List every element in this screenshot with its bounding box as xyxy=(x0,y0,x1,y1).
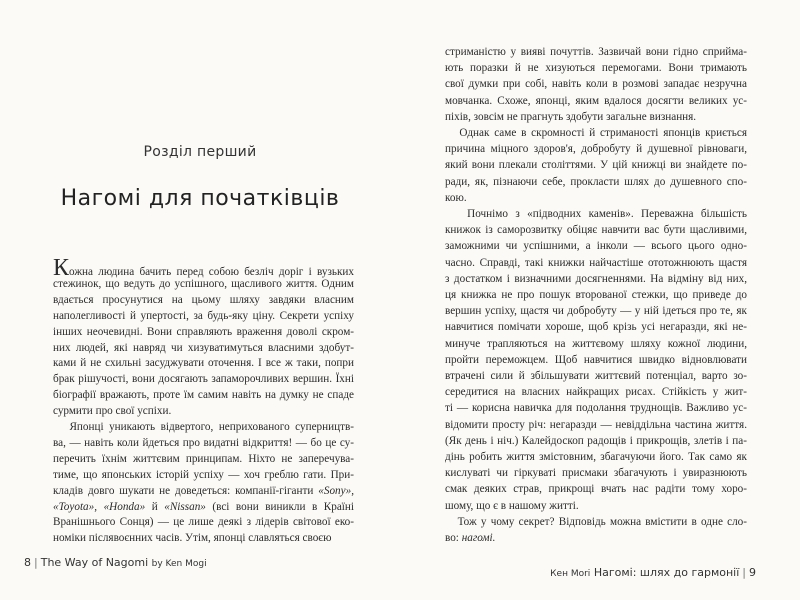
text-line xyxy=(53,403,354,419)
text-segment: часно. Справді, такі книжки найчастіше ототожнюють щастя xyxy=(445,256,747,269)
text-line xyxy=(445,60,747,76)
text-segment: наполегливості й упертості, за будь-яку ціну. Секрети успіху xyxy=(53,309,354,322)
text-line xyxy=(53,255,354,281)
text-line xyxy=(445,433,747,449)
text-segment: ють поразки й не хизуються перемогами. Вони тримають xyxy=(445,62,747,75)
text-segment: навчитися помічати хороше, щоб крізь усі негаразди, які не- xyxy=(445,321,747,334)
text-segment: них людей, які навряд чи хизуватимуться власними здобут- xyxy=(53,341,354,354)
text-segment: (всі вони виникли в Країні xyxy=(205,500,354,513)
text-line xyxy=(445,76,747,92)
text-line xyxy=(53,435,354,451)
text-segment: дінь робить життя змістовним, збагачуючи його. Так само як xyxy=(445,451,747,463)
text-line xyxy=(445,238,747,254)
text-line xyxy=(445,109,747,125)
text-line xyxy=(445,271,747,287)
text-line xyxy=(53,530,354,546)
text-segment: піхів, зовсім не прагнуть здобути загальне визнання. xyxy=(445,110,697,123)
text-line xyxy=(445,287,747,303)
text-segment: ва, — навіть коли йдеться про видатні відкриття! — бо це су- xyxy=(53,436,354,449)
text-line xyxy=(445,206,747,222)
text-line xyxy=(445,417,747,433)
text-segment: пройти переможцем. Щоб навчитися швидко відновлювати xyxy=(445,353,747,366)
text-segment: кою. xyxy=(445,191,467,204)
text-segment: ожна людина бачить перед собою безліч доріг і вузьких xyxy=(69,266,354,278)
text-line xyxy=(445,530,747,546)
text-segment: причина міцного здоров'я, добробуту й душевної рівноваги, xyxy=(445,143,747,156)
text-segment: номіки післявоєнних часів. Утім, японці славляться своєю xyxy=(53,532,332,545)
text-line xyxy=(445,125,747,141)
text-segment: , xyxy=(94,500,104,513)
text-segment: заможними чи успішними, а інколи — всього цього одно- xyxy=(445,240,747,253)
text-line xyxy=(445,368,747,384)
italic-text: «Toyota» xyxy=(53,500,95,513)
text-segment: свої думки при собі, навіть коли в розмові западає незручна xyxy=(445,78,747,91)
text-segment: шому, що є в нашому житті. xyxy=(445,499,579,512)
chapter-title: Нагомі для початківців xyxy=(60,186,340,211)
text-line xyxy=(445,319,747,335)
text-line xyxy=(53,419,354,435)
text-line xyxy=(445,481,747,497)
text-line xyxy=(53,387,354,403)
text-segment: , xyxy=(351,484,354,497)
text-line xyxy=(445,157,747,173)
text-line xyxy=(53,355,354,371)
text-line xyxy=(445,141,747,157)
text-line xyxy=(445,255,747,271)
text-line xyxy=(53,292,354,308)
text-segment: брак рішучості, вони досягають запаморочливих вершин. Їхні xyxy=(53,373,354,386)
text-segment: смак деяких страв, прикрощі вчать нас радіти тому хоро- xyxy=(445,483,747,496)
text-segment: тиме, що японських історій успіху — хоч греблю гати. При- xyxy=(53,468,354,481)
left-footer xyxy=(24,556,207,569)
text-segment: кладів довго шукати не доведеться: компанії-гіганти xyxy=(53,484,319,497)
text-segment: кислуваті чи гіркуваті присмаки збагачують і увиразнюють xyxy=(445,467,747,480)
text-segment: стежинок, що ведуть до успішного, щасливого життя. Одним xyxy=(53,277,354,290)
text-segment: й xyxy=(145,500,165,513)
page-number: 9 xyxy=(749,566,756,579)
text-line xyxy=(53,467,354,483)
text-segment: стриманістю у вияві почуттів. Зазвичай вони гідно сприйма- xyxy=(445,46,747,58)
text-line xyxy=(445,336,747,352)
text-segment: Почнімо з «підводних каменів». Переважна більшість xyxy=(445,208,747,220)
text-segment: Японці уникають відвертого, неприхованого суперництв- xyxy=(53,421,354,433)
footer-separator: | xyxy=(742,566,746,579)
text-line xyxy=(53,324,354,340)
italic-text: «Sony» xyxy=(318,484,352,497)
text-segment: ця книжка не про пошук второваної стежки, що приведе до xyxy=(445,289,747,301)
text-segment: минуче трапляються на життєвому шляху кожної людини, xyxy=(445,337,747,350)
text-segment: середитися на власних найкращих рисах. Стійкість у жит- xyxy=(445,386,747,399)
text-line xyxy=(53,514,354,530)
footer-separator: | xyxy=(34,556,38,569)
italic-text: «Nissan» xyxy=(164,500,206,513)
chapter-label: Розділ перший xyxy=(143,144,257,160)
text-segment: вершин успіху, щастя чи добробуту — у ній ідеться про те, як xyxy=(445,305,747,318)
text-line xyxy=(53,483,354,499)
text-segment: сурмити про свої успіхи. xyxy=(53,405,172,418)
italic-text: «Honda» xyxy=(103,500,146,513)
running-author: by Ken Mogi xyxy=(151,559,207,569)
text-line xyxy=(53,340,354,356)
text-line xyxy=(445,498,747,514)
text-line xyxy=(53,371,354,387)
text-line xyxy=(445,93,747,109)
right-footer xyxy=(550,566,756,579)
text-segment: відомити просту річ: негаразди — невіддільна частина життя. xyxy=(445,418,747,431)
page-number: 8 xyxy=(24,556,31,569)
text-segment: Однак саме в скромності й стриманості японців криється xyxy=(445,127,747,139)
text-segment: Тож у чому секрет? Відповідь можна вмістити в одне сло- xyxy=(445,515,747,528)
text-line xyxy=(445,352,747,368)
text-line xyxy=(445,222,747,238)
text-segment: вдається просунутися на цьому шляху завдяки власним xyxy=(53,293,354,306)
drop-cap: К xyxy=(53,255,70,281)
running-title: The Way of Nagomi xyxy=(40,556,149,569)
text-segment: втрачені сили й збільшувати життєвий потенціал, варто зо- xyxy=(445,370,747,382)
running-author: Кен Mori xyxy=(550,569,591,579)
text-segment: (Як день і ніч.) Калейдоскоп радощів і прикрощів, злетів і па- xyxy=(445,434,747,447)
italic-text: нагомі. xyxy=(461,532,496,544)
text-line xyxy=(53,276,354,292)
text-line xyxy=(445,303,747,319)
text-segment: ті — корисна навичка для подолання труднощів. Важливо ус- xyxy=(445,402,747,415)
text-segment: інших неочевидні. Вони справляють враження доволі скром- xyxy=(53,325,354,338)
text-line xyxy=(445,174,747,190)
text-line xyxy=(445,44,747,60)
text-segment: біографії вражають, проте їм самим навіть на думку не спаде xyxy=(53,389,354,402)
text-line xyxy=(445,514,747,530)
text-line xyxy=(53,451,354,467)
text-segment: во: xyxy=(445,532,462,544)
text-line xyxy=(445,190,747,206)
text-line xyxy=(53,499,354,515)
text-segment: з достатком і визначними досягненнями. На відміну від них, xyxy=(445,272,747,285)
text-segment: мовчанка. Схоже, японці, яким вдалося досягти великих ус- xyxy=(445,94,747,107)
text-line xyxy=(53,308,354,324)
text-line xyxy=(445,465,747,481)
right-page xyxy=(400,0,800,600)
text-segment: ради, як, пізнаючи себе, прокласти шлях до душевного спо- xyxy=(445,175,747,188)
text-segment: перечить їхнім життєвим принципам. Ніхто не заперечува- xyxy=(53,452,354,465)
text-segment: ками й не схильні засуджувати оточення. І все ж таки, попри xyxy=(53,357,354,370)
running-title: Нагомі: шлях до гармонії xyxy=(593,566,740,579)
text-line xyxy=(445,400,747,416)
text-segment: книжок із саморозвитку обіцяє навчити вас бути щасливими, xyxy=(445,224,747,237)
text-segment: який вони плекали століттями. У цій книжці ви знайдете по- xyxy=(445,159,747,172)
text-line xyxy=(445,449,747,465)
text-segment: Вранішнього Сонця) — це лише деякі з лідерів світової еко- xyxy=(53,516,354,529)
text-line xyxy=(445,384,747,400)
